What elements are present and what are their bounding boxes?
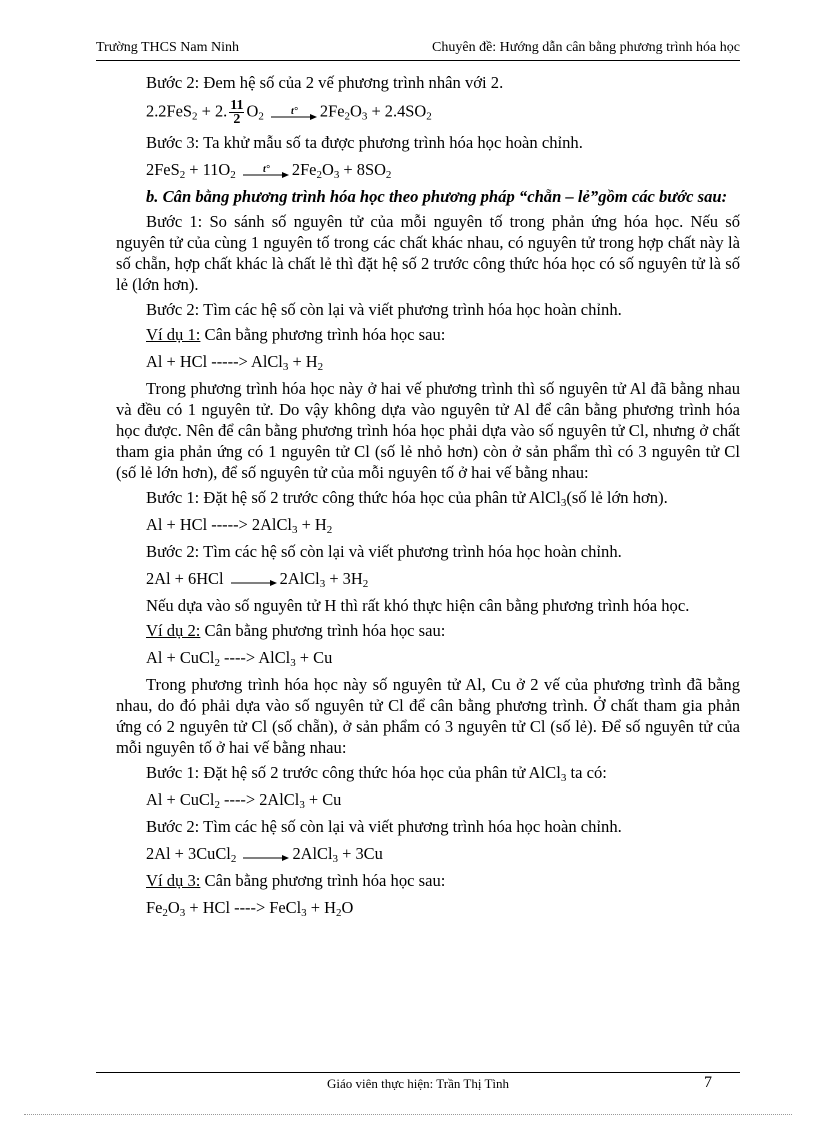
page-body [116,72,740,924]
example-2-equation-3: 2Al + 3CuCl$_2$ 2AlCl$_3$ + 3Cu [146,844,383,865]
example-1-equation: Al + HCl -----> AlCl$_3$ + $H_2$ [146,352,324,373]
example-3-label: Ví dụ 3: [146,871,201,890]
reaction-arrow-icon [231,574,277,586]
example-2-equation: Al + CuCl$_2$ ----> AlCl$_3$ + Cu [146,648,333,669]
step3: Bước 3: Ta khử mẫu số ta được phương trình hóa học hoàn chỉnh. [146,133,583,152]
example-2-step1: Bước 1: Đặt hệ số 2 trước công thức hóa học của phân tử AlCl$_3$ ta có: [146,763,607,784]
example-1-intro: Ví dụ 1: Cân bằng phương trình hóa học sau: [146,325,446,344]
example-1-paragraph: Trong phương trình hóa học này ở hai vế phương trình thì số nguyên tử Al đã bằng nhau và đều có 1 nguyên tử. Do vậy không dựa vào nguyên tử Al để cân bằng phương trình hóa học được. Nên để cân bằng phương trình hóa học phải dựa vào số nguyên tử Cl, nhưng ở chất tham gia phản ứng có 1 nguyên tử Cl (số lẻ nhỏ hơn) còn ở sản phẩm thì có 3 nguyên tử Cl (số lẻ lớn hơn), để số nguyên tử của mỗi nguyên tố ở hai vế bằng nhau: [116,379,740,482]
school-name: Trường THCS Nam Ninh [96,40,239,55]
page-footer [96,1076,740,1096]
footer-divider [96,1072,740,1073]
reaction-arrow-icon [271,107,317,119]
teacher-name: Giáo viên thực hiện: Trần Thị Tình [326,1076,510,1091]
svg-text:t°: t° [262,165,270,176]
example-1-step2: Bước 2: Tìm các hệ số còn lại và viết phương trình hóa học hoàn chỉnh. [146,542,622,561]
fraction: $\frac{11}{2}$ [230,98,244,127]
example-1-note: Nếu dựa vào số nguyên tử H thì rất khó thực hiện cân bằng phương trình hóa học. [146,596,690,615]
page-number: 7 [704,1074,712,1091]
example-3-equation: $Fe_2O_3$ + HCl ----> FeCl$_3$ + $H_2O$ [146,898,354,919]
example-2-step2: Bước 2: Tìm các hệ số còn lại và viết phương trình hóa học hoàn chỉnh. [146,817,622,836]
example-3-intro: Ví dụ 3: Cân bằng phương trình hóa học sau: [146,871,446,890]
topic-title: Chuyên đề: Hướng dẫn cân bằng phương trình hóa học [432,40,740,55]
method-step1: Bước 1: So sánh số nguyên tử của mỗi nguyên tố trong phản ứng hóa học. Nếu số nguyên tử của cùng 1 nguyên tố trong các chất khác nhau, có nguyên tử trong hợp chất này là số chẵn, hợp chất khác là chất lẻ thì đặt hệ số 2 trước công thức hóa học có số nguyên tử là số lẻ (lớn hơn). [116,212,740,294]
equation-1: 2.2FeS$_2$ + 2. $\frac{11}{2}$ $O_2$ t° $2Fe_2O_3 + 2.4SO_2$ [146,98,432,127]
section-b-heading: b. Cân bằng phương trình hóa học theo phương pháp “chẵn – lẻ”gồm các bước sau: [146,187,728,206]
example-1-step1: Bước 1: Đặt hệ số 2 trước công thức hóa học của phân tử AlCl$_3$(số lẻ lớn hơn). [146,488,668,509]
example-2-intro: Ví dụ 2: Cân bằng phương trình hóa học sau: [146,621,446,640]
svg-text:t°: t° [290,106,298,117]
example-2-equation-2: Al + CuCl$_2$ ----> 2AlCl$_3$ + Cu [146,790,342,811]
method-step2: Bước 2: Tìm các hệ số còn lại và viết phương trình hóa học hoàn chỉnh. [146,300,622,319]
example-1-equation-2: Al + HCl -----> 2AlCl$_3$ + $H_2$ [146,515,333,536]
step2-multiply: Bước 2: Đem hệ số của 2 vế phương trình nhân với 2. [146,73,504,92]
page-bottom-border [24,1114,792,1115]
reaction-arrow-icon [243,849,289,861]
example-2-paragraph: Trong phương trình hóa học này số nguyên tử Al, Cu ở 2 vế của phương trình đã bằng nhau, do đó phải dựa vào số nguyên tử Cl để cân bằng phương trình. Ở chất tham gia phản ứng có 2 nguyên tử Cl (số chẵn), ở sản phẩm có 3 nguyên tử Cl (số lẻ). Để số nguyên tử của mỗi nguyên tố ở hai vế bằng nhau: [116,675,740,757]
example-1-label: Ví dụ 1: [146,325,201,344]
example-2-label: Ví dụ 2: [146,621,201,640]
page-header [96,38,740,61]
reaction-arrow-icon [243,165,289,177]
equation-2: $2FeS_2 + 11O_2$ t° $2Fe_2O_3 + 8SO_2$ [146,160,392,181]
example-1-equation-3: 2Al + 6HCl 2AlCl$_3$ + $3H_2$ [146,569,369,590]
